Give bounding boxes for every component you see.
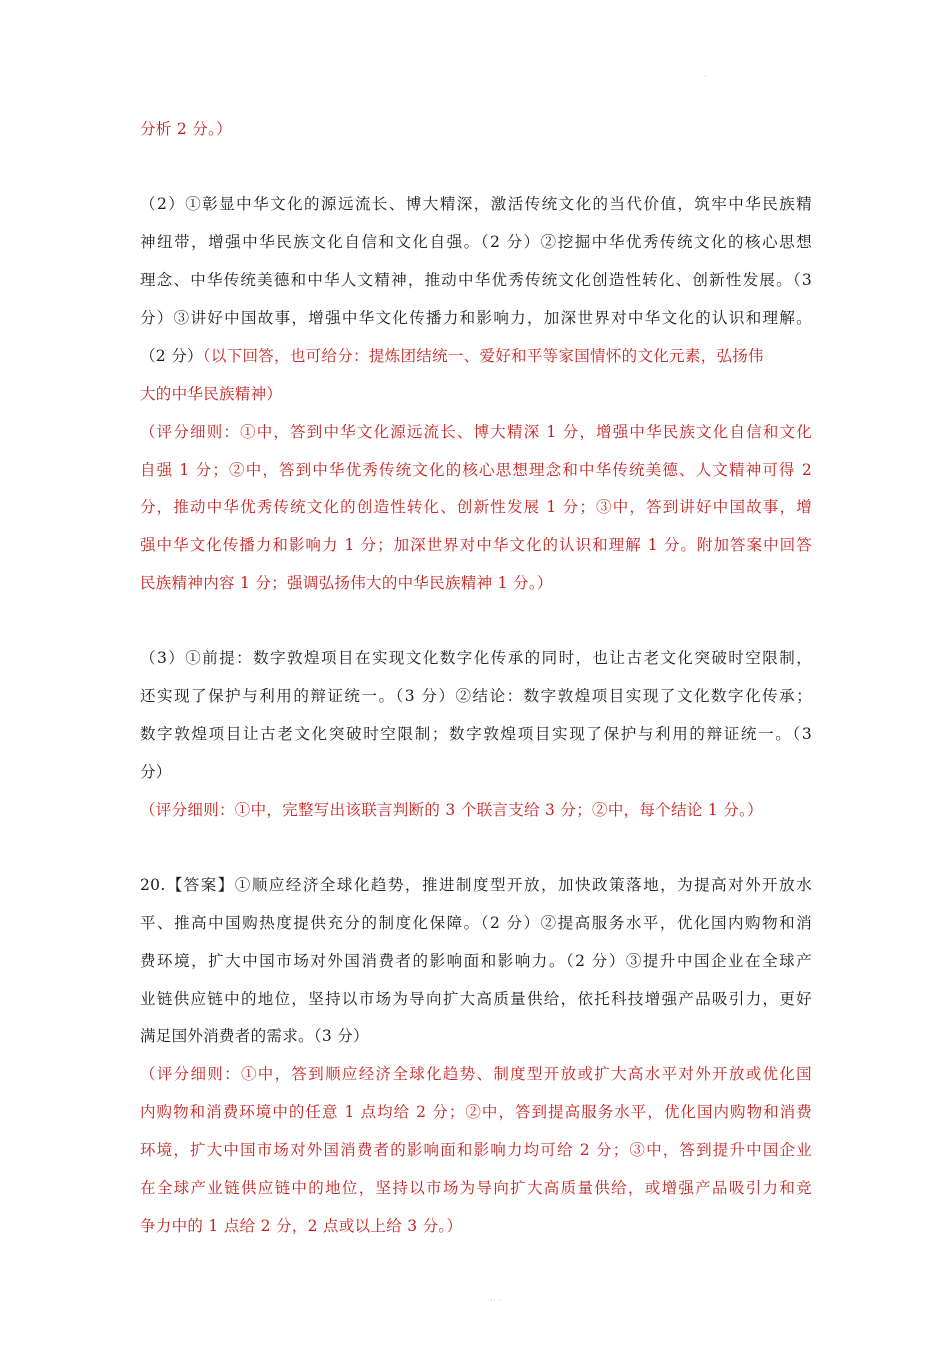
mixed-line <box>140 345 812 367</box>
text-line: 分） <box>140 763 172 781</box>
text-line: 还实现了保护与利用的辩证统一。（3 分）②结论：数字敦煌项目实现了文化数字化传承； <box>140 687 812 705</box>
text-line: （评分细则：①中，完整写出该联言判断的 3 个联言支给 3 分；②中，每个结论 1 分。） <box>140 801 763 819</box>
text-line: 大的中华民族精神） <box>140 385 283 403</box>
text-line: 业链供应链中的地位，坚持以市场为导向扩大高质量供给，依托科技增强产品吸引力，更好 <box>140 990 812 1008</box>
text-line: 神纽带，增强中华民族文化自信和文化自强。（2 分）②挖掘中华优秀传统文化的核心思想 <box>140 233 812 251</box>
scan-speck: ·· · <box>490 1296 502 1306</box>
text-line: （2）①彰显中华文化的源远流长、博大精深，激活传统文化的当代价值，筑牢中华民族精 <box>140 195 812 213</box>
text-line: 民族精神内容 1 分；强调弘扬伟大的中华民族精神 1 分。） <box>140 574 553 592</box>
text-line: 分）③讲好中国故事，增强中华文化传播力和影响力，加深世界对中华文化的认识和理解。 <box>140 309 812 327</box>
text-line: 满足国外消费者的需求。（3 分） <box>140 1027 369 1045</box>
text-line: 费环境，扩大中国市场对外国消费者的影响面和影响力。（2 分）③提升中国企业在全球产 <box>140 952 812 970</box>
text-line: 分，推动中华优秀传统文化的创造性转化、创新性发展 1 分；③中，答到讲好中国故事，增 <box>140 498 812 516</box>
text-line: 自强 1 分；②中，答到中华优秀传统文化的核心思想理念和中华传统美德、人文精神可得 2 <box>140 461 812 479</box>
text-line: （评分细则：①中，答到中华文化源远流长、博大精深 1 分，增强中华民族文化自信和文化 <box>140 423 812 441</box>
text-line: 内购物和消费环境中的任意 1 点均给 2 分；②中，答到提高服务水平，优化国内购物和消费 <box>140 1103 812 1121</box>
scan-speck: · <box>704 72 707 82</box>
text-line: 在全球产业链供应链中的地位，坚持以市场为导向扩大高质量供给，或增强产品吸引力和竞 <box>140 1179 812 1197</box>
text-line: 强中华文化传播力和影响力 1 分；加深世界对中华文化的认识和理解 1 分。附加答案中回答 <box>140 536 812 554</box>
text-span: （2 分） <box>140 347 203 365</box>
text-line: 分析 2 分。） <box>140 120 232 138</box>
text-line: 理念、中华传统美德和中华人文精神，推动中华优秀传统文化创造性转化、创新性发展。（3 <box>140 271 812 289</box>
text-line: （3）①前提：数字敦煌项目在实现文化数字化传承的同时，也让古老文化突破时空限制， <box>140 649 812 667</box>
text-span: （以下回答，也可给分：提炼团结统一、爱好和平等家国情怀的文化元素，弘扬伟 <box>202 347 764 365</box>
text-line: 争力中的 1 点给 2 分，2 点或以上给 3 分。） <box>140 1217 463 1235</box>
text-line: （评分细则：①中，答到顺应经济全球化趋势、制度型开放或扩大高水平对外开放或优化国 <box>140 1065 812 1083</box>
text-line: 环境，扩大中国市场对外国消费者的影响面和影响力均可给 2 分；③中，答到提升中国企业 <box>140 1141 812 1159</box>
text-line: 平、推高中国购热度提供充分的制度化保障。（2 分）②提高服务水平，优化国内购物和消 <box>140 914 812 932</box>
text-line: 数字敦煌项目让古老文化突破时空限制；数字敦煌项目实现了保护与利用的辩证统一。（3 <box>140 725 812 743</box>
text-line: 20.【答案】①顺应经济全球化趋势，推进制度型开放，加快政策落地，为提高对外开放水 <box>140 876 812 894</box>
